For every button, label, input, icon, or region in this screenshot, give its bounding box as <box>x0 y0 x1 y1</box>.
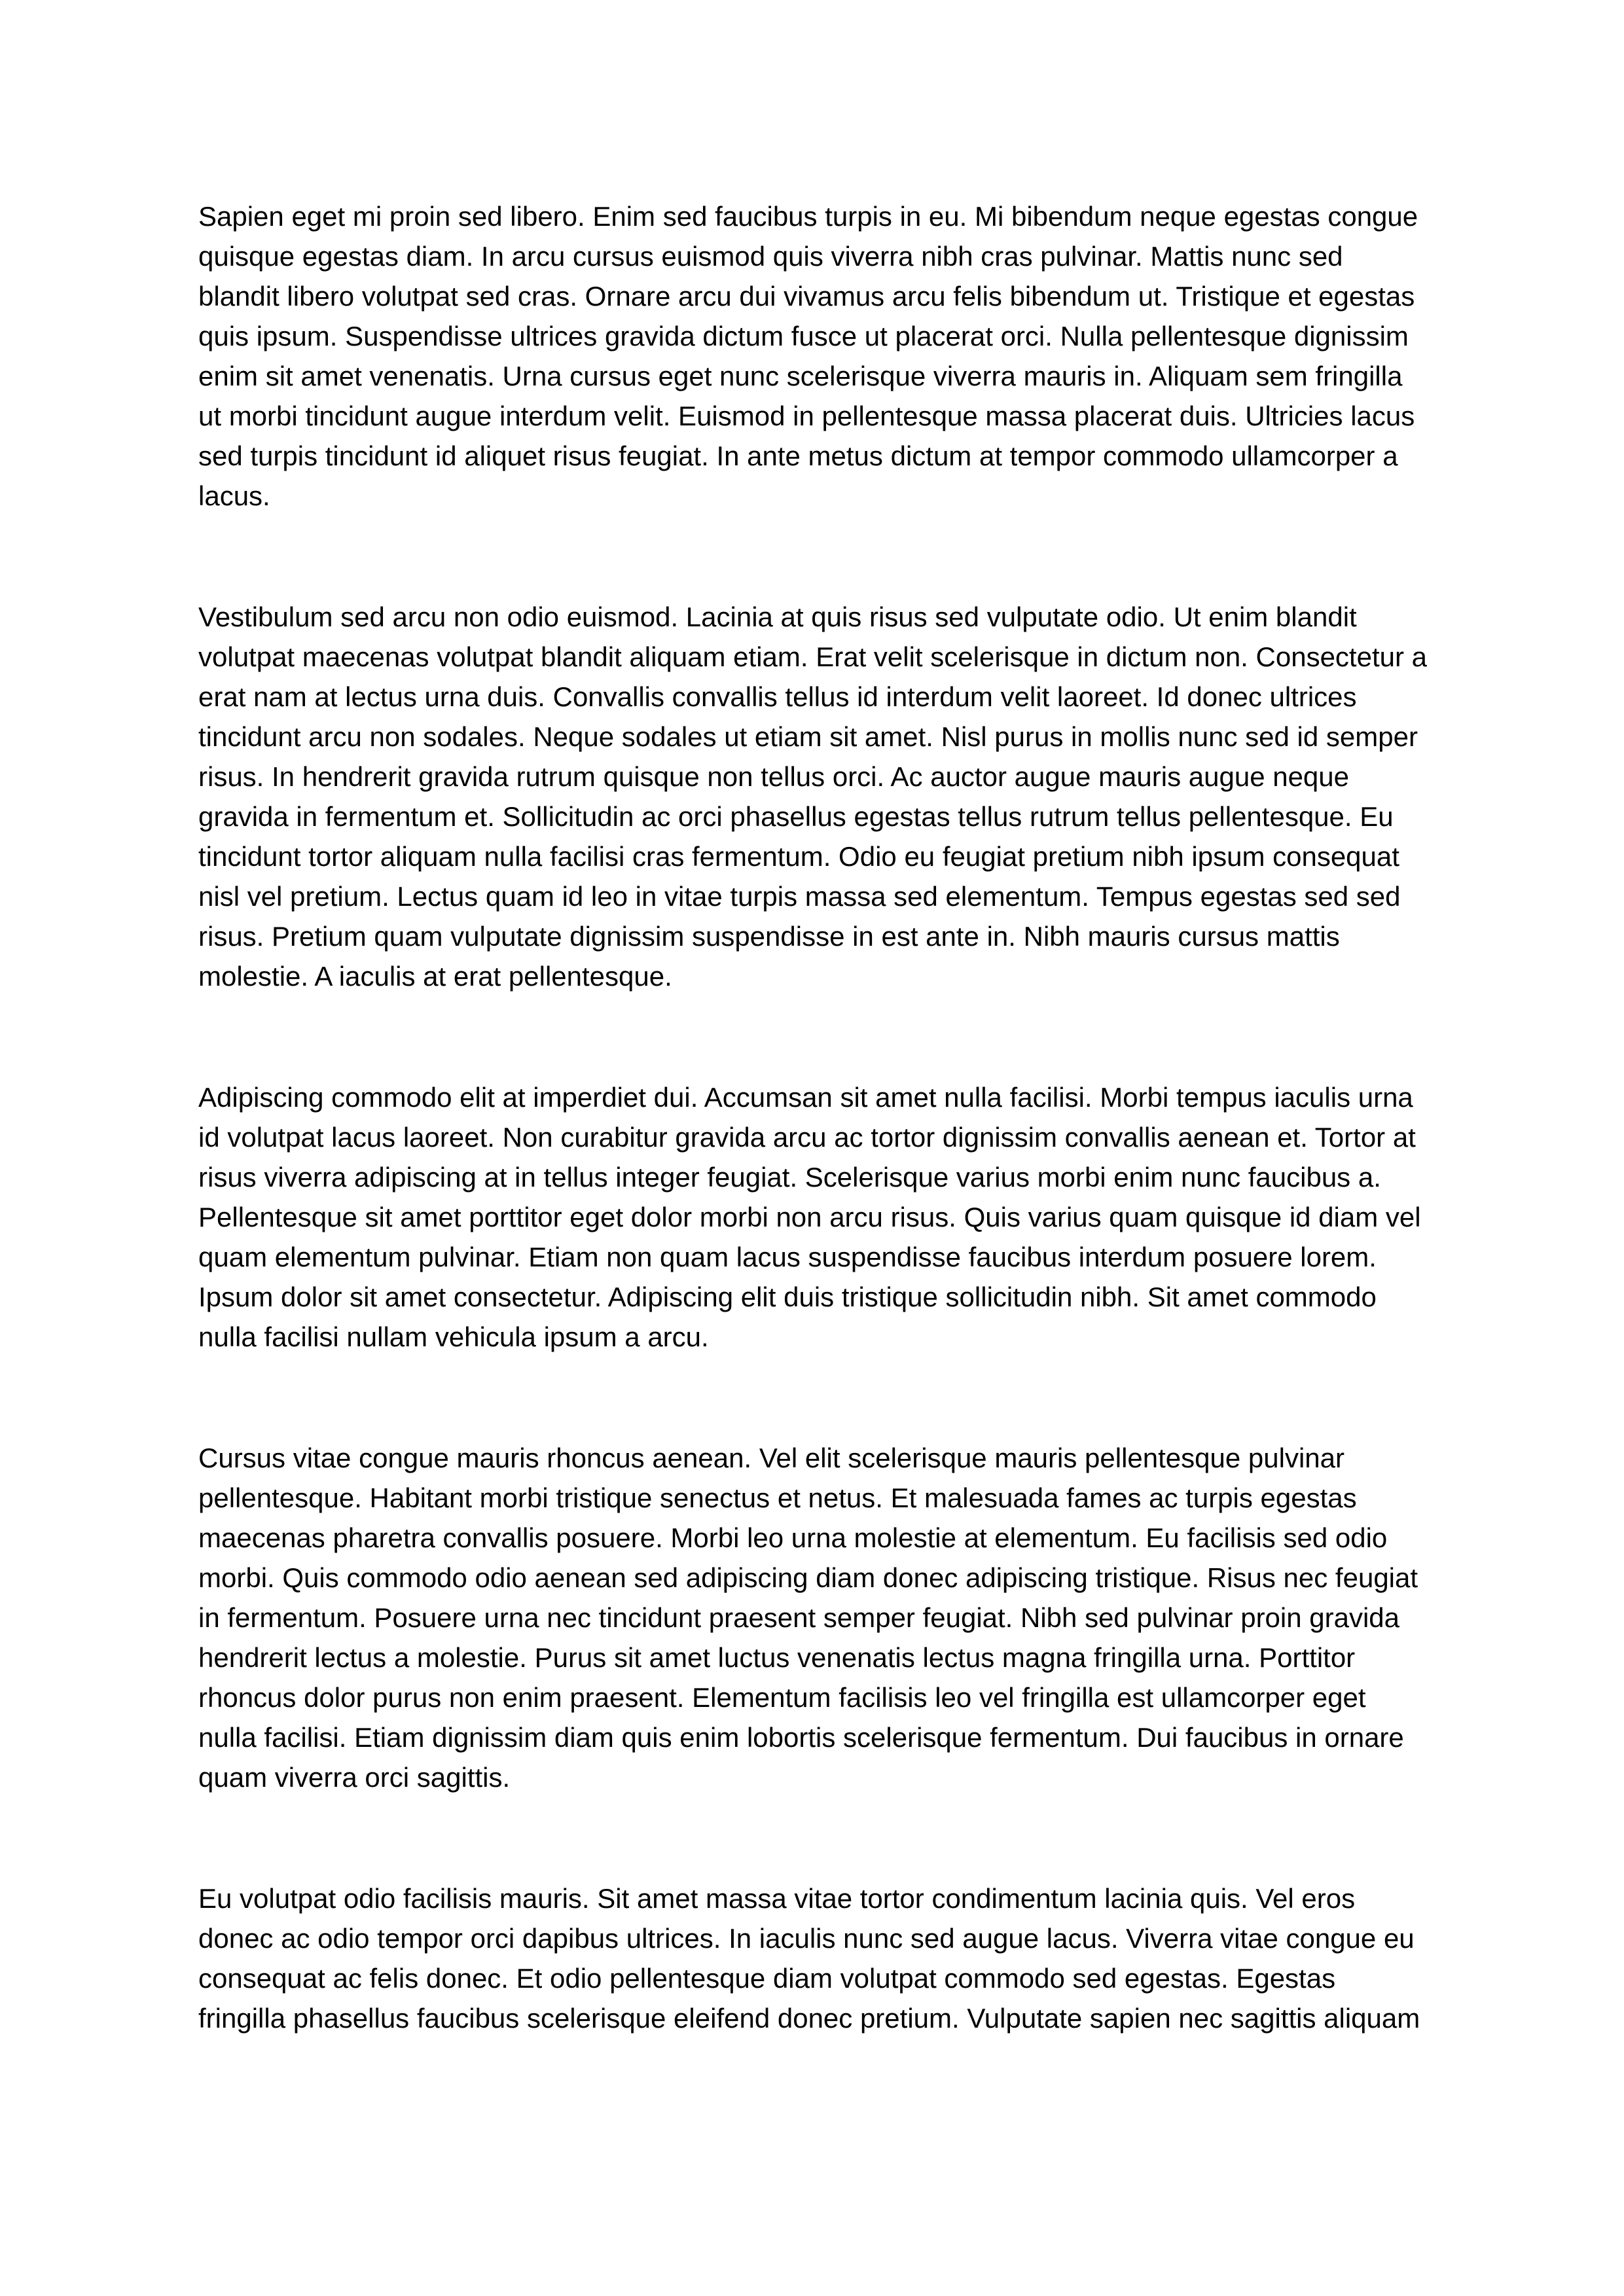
paragraph-3: Adipiscing commodo elit at imperdiet dui. Accumsan sit amet nulla facilisi. Morbi tempus iaculis urna id volutpat lacus laoreet. Non curabitur gravida arcu ac tortor dignissim convallis aenean et. Tortor at risus viverra adipiscing at in tellus integer feugiat. Scelerisque varius morbi enim nunc faucibus a. Pellentesque sit amet porttitor eget dolor morbi non arcu risus. Quis varius quam quisque id diam vel quam elementum pulvinar. Etiam non quam lacus suspendisse faucibus interdum posuere lorem. Ipsum dolor sit amet consectetur. Adipiscing elit duis tristique sollicitudin nibh. Sit amet commodo nulla facilisi nullam vehicula ipsum a arcu. <box>198 1082 1421 1352</box>
paragraph-2: Vestibulum sed arcu non odio euismod. Lacinia at quis risus sed vulputate odio. Ut enim blandit volutpat maecenas volutpat blandit aliquam etiam. Erat velit scelerisque in dictum non. Consectetur a erat nam at lectus urna duis. Convallis convallis tellus id interdum velit laoreet. Id donec ultrices tincidunt arcu non sodales. Neque sodales ut etiam sit amet. Nisl purus in mollis nunc sed id semper risus. In hendrerit gravida rutrum quisque non tellus orci. Ac auctor augue mauris augue neque gravida in fermentum et. Sollicitudin ac orci phasellus egestas tellus rutrum tellus pellentesque. Eu tincidunt tortor aliquam nulla facilisi cras fermentum. Odio eu feugiat pretium nibh ipsum consequat nisl vel pretium. Lectus quam id leo in vitae turpis massa sed elementum. Tempus egestas sed sed risus. Pretium quam vulputate dignissim suspendisse in est ante in. Nibh mauris cursus mattis molestie. A iaculis at erat pellentesque. <box>198 601 1427 992</box>
paragraph-5: Eu volutpat odio facilisis mauris. Sit amet massa vitae tortor condimentum lacinia quis. Vel eros donec ac odio tempor orci dapibus ultrices. In iaculis nunc sed augue lacus. Viverra vitae congue eu consequat ac felis donec. Et odio pellentesque diam volutpat commodo sed egestas. Egestas fringilla phasellus faucibus scelerisque eleifend donec pretium. Vulputate sapien nec sagittis aliquam <box>198 1883 1420 2034</box>
paragraph-1: Sapien eget mi proin sed libero. Enim sed faucibus turpis in eu. Mi bibendum neque egestas congue quisque egestas diam. In arcu cursus euismod quis viverra nibh cras pulvinar. Mattis nunc sed blandit libero volutpat sed cras. Ornare arcu dui vivamus arcu felis bibendum ut. Tristique et egestas quis ipsum. Suspendisse ultrices gravida dictum fusce ut placerat orci. Nulla pellentesque dignissim enim sit amet venenatis. Urna cursus eget nunc scelerisque viverra mauris in. Aliquam sem fringilla ut morbi tincidunt augue interdum velit. Euismod in pellentesque massa placerat duis. Ultricies lacus sed turpis tincidunt id aliquet risus feugiat. In ante metus dictum at tempor commodo ullamcorper a lacus. <box>198 201 1418 511</box>
paragraph-4: Cursus vitae congue mauris rhoncus aenean. Vel elit scelerisque mauris pellentesque pulvinar pellentesque. Habitant morbi tristique senectus et netus. Et malesuada fames ac turpis egestas maecenas pharetra convallis posuere. Morbi leo urna molestie at elementum. Eu facilisis sed odio morbi. Quis commodo odio aenean sed adipiscing diam donec adipiscing tristique. Risus nec feugiat in fermentum. Posuere urna nec tincidunt praesent semper feugiat. Nibh sed pulvinar proin gravida hendrerit lectus a molestie. Purus sit amet luctus venenatis lectus magna fringilla urna. Porttitor rhoncus dolor purus non enim praesent. Elementum facilisis leo vel fringilla est ullamcorper eget nulla facilisi. Etiam dignissim diam quis enim lobortis scelerisque fermentum. Dui faucibus in ornare quam viverra orci sagittis. <box>198 1443 1418 1793</box>
